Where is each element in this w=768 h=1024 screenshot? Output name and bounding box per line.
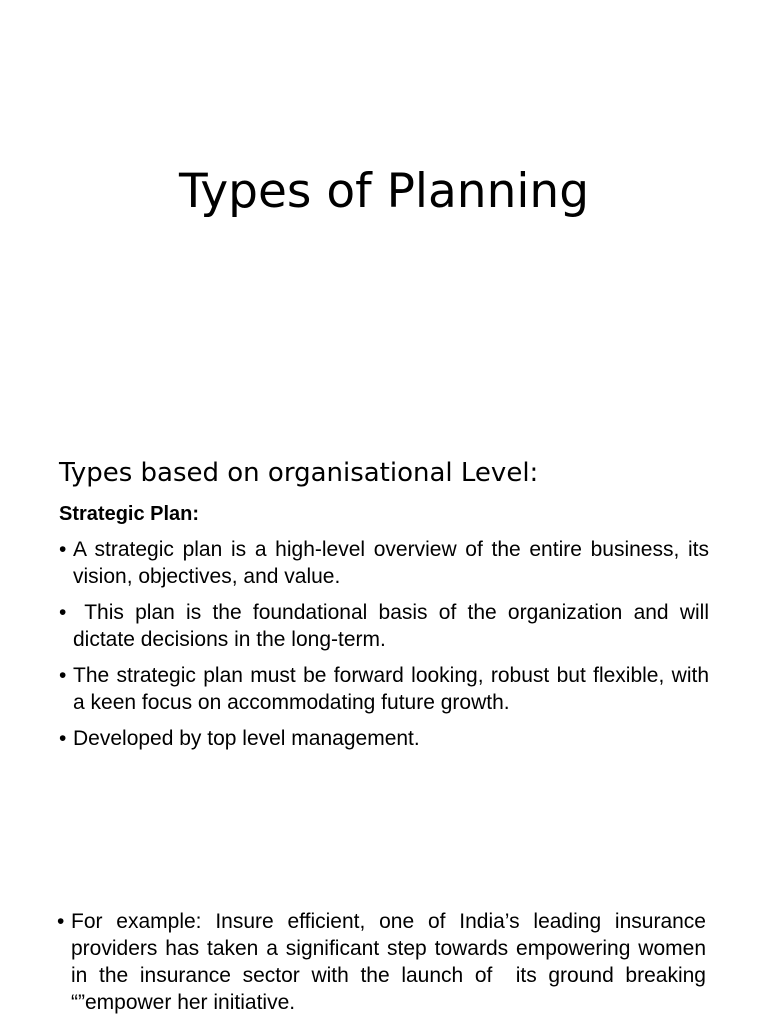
bullet-text: Developed by top level management. (73, 727, 420, 750)
bullet-icon: • (59, 601, 67, 624)
slide-title: Types of Planning (178, 164, 590, 219)
bullet-icon: • (59, 664, 67, 687)
list-item (57, 908, 712, 1016)
section-heading: Types based on organisational Level: (59, 458, 539, 488)
list-item (59, 599, 715, 653)
list-item (59, 662, 709, 716)
strategic-plan-subheading: Strategic Plan: (59, 503, 200, 525)
bullet-icon: • (57, 910, 65, 933)
bullet-icon: • (59, 727, 67, 750)
bullet-text: A strategic plan is a high-level overview of the entire business, its vision, objectives, and value. (73, 538, 709, 588)
bullet-icon: • (59, 538, 67, 561)
list-item (59, 536, 709, 590)
example-text: For example: Insure efficient, one of India’s leading insurance providers has taken a significant step towards empowering women in the insurance sector with the launch of its ground breaking “”empower her initiative. (71, 910, 712, 1014)
bullet-text: The strategic plan must be forward looking, robust but flexible, with a keen focus on accommodating future growth. (73, 664, 709, 714)
bullet-text: This plan is the foundational basis of the organization and will dictate decisions in the long-term. (73, 601, 715, 651)
strategic-plan-bullet-list (59, 536, 715, 761)
example-bullet-list (57, 908, 712, 1016)
list-item (59, 725, 709, 752)
